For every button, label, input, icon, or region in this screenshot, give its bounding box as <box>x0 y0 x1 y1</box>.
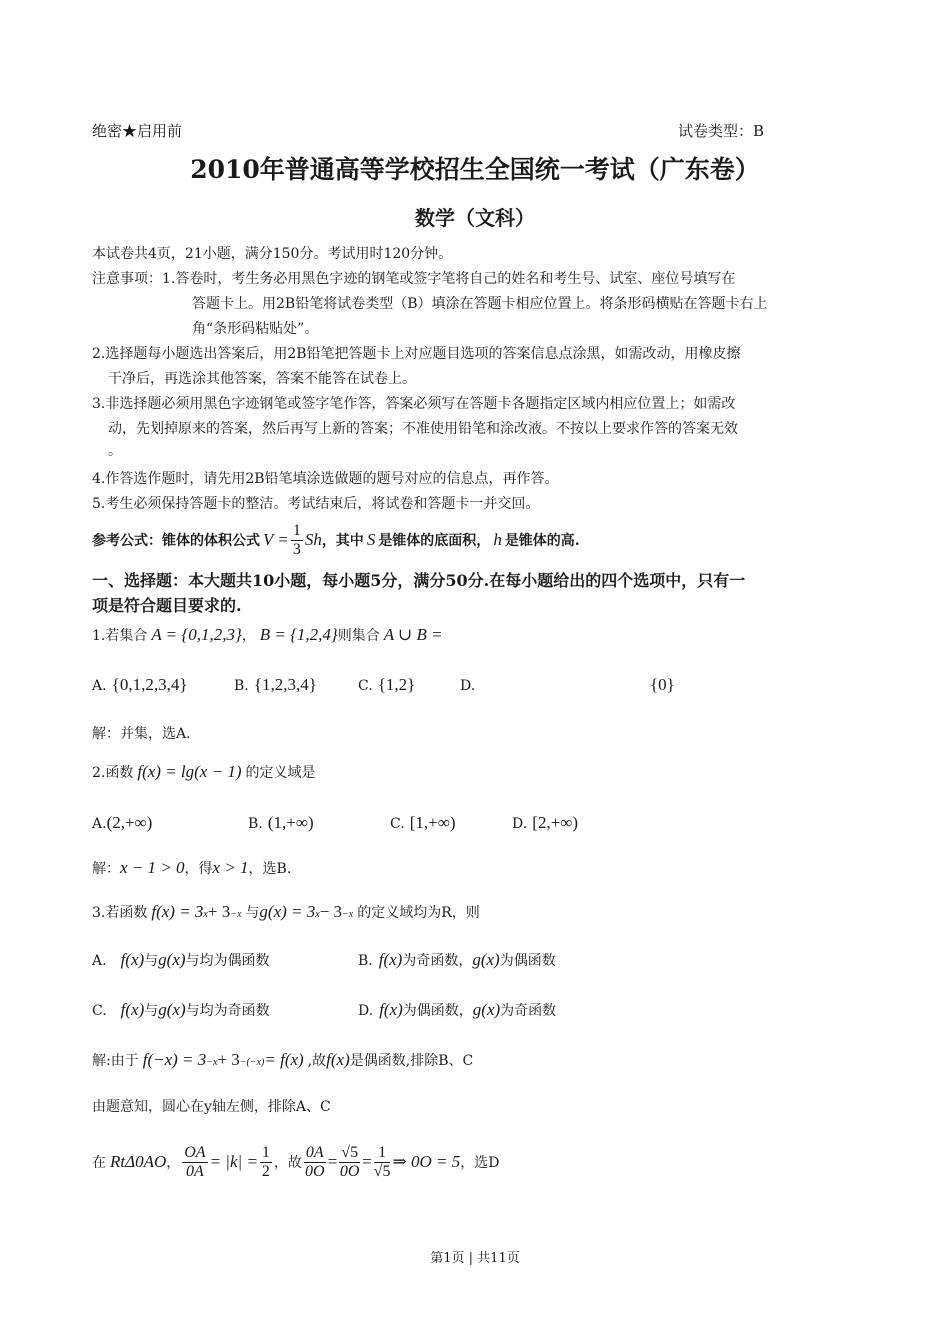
extra-fraction-1 <box>182 1145 207 1180</box>
formula-mid-2: 是锥体的底面积， <box>378 533 491 549</box>
q2-option-c <box>390 813 456 833</box>
q1-option-b-label: B. <box>234 678 249 694</box>
q1-stem-text-2: 则集合 <box>337 628 380 644</box>
q2-option-a-label: A. <box>92 816 107 832</box>
q3-solution-text-2: 是偶函数,排除B、C <box>349 1053 474 1069</box>
q3-option-d-text: 为偶函数， <box>402 1003 473 1019</box>
q1-option-c-label: C. <box>358 678 373 694</box>
q3-f-plus: + 3 <box>207 902 231 921</box>
exam-title: 2010年普通高等学校招生全国统一考试（广东卷） <box>190 155 760 184</box>
q1-set-a: A = {0,1,2,3} <box>151 625 242 644</box>
q3-solution-exp-2: −(−x) <box>239 1057 265 1068</box>
q2-option-b-value: (1,+∞) <box>267 813 314 832</box>
q1-stem-text: 1.若集合 <box>92 628 148 644</box>
intro-text: 本试卷共4页，21小题，满分150分。考试用时120分钟。 <box>92 246 453 262</box>
extra-implies: ⇒ 0O = 5 <box>392 1152 461 1171</box>
q1-comma: ， <box>241 628 256 644</box>
q3-option-a <box>92 950 270 970</box>
q2-stem-text: 2.函数 <box>92 765 134 781</box>
q3-option-a-f: f(x) <box>120 950 145 969</box>
q1-option-c <box>358 675 415 695</box>
q1-union: A ∪ B = <box>383 625 443 644</box>
formula-denominator: 3 <box>292 540 301 558</box>
q3-option-b-g: g(x) <box>472 950 500 969</box>
q3-solution-f2: f(x) <box>326 1050 350 1069</box>
q2-option-d-label: D. <box>512 816 528 832</box>
extra-comma: ， <box>166 1155 181 1171</box>
extra-fraction-4 <box>339 1145 360 1180</box>
q3-option-b-text: 为奇函数， <box>402 953 473 969</box>
q2-option-c-value: [1,+∞) <box>409 813 456 832</box>
q3-option-d-g: g(x) <box>472 1000 501 1019</box>
q3-stem-text-2: 的定义域均为R，则 <box>357 905 480 921</box>
q3-solution-prefix: 解:由于 <box>92 1053 139 1069</box>
reference-formula <box>92 515 580 565</box>
formula-fraction <box>291 523 303 558</box>
extra-fraction-3 <box>304 1145 326 1180</box>
extra-eq-2: = <box>362 1152 372 1171</box>
q3-option-b-f: f(x) <box>378 950 403 969</box>
q3-g-exp-1: x <box>315 909 320 920</box>
q2-function: f(x) = lg(x − 1) <box>137 762 242 781</box>
q3-option-b <box>358 950 556 970</box>
q1-option-a-label: A. <box>92 678 107 694</box>
section-1-line-2: 项是符合题目要求的. <box>92 596 242 615</box>
extra-line-2 <box>92 1136 499 1188</box>
q2-option-a <box>92 813 152 833</box>
q3-option-d-label: D. <box>358 1003 374 1019</box>
q3-f-exp-1: x <box>203 909 208 920</box>
extra-fraction-5 <box>374 1145 391 1180</box>
q1-option-d-value: {0} <box>650 675 675 694</box>
q1-option-b <box>234 675 317 695</box>
q2-solution-choice: ，选B. <box>248 861 292 877</box>
q2-solution-prefix: 解： <box>92 861 120 877</box>
q2-option-d <box>512 813 578 833</box>
q1-option-b-value: {1,2,3,4} <box>253 675 317 694</box>
q3-solution <box>92 1050 473 1070</box>
q3-g-minus: − 3 <box>319 902 343 921</box>
q2-solution-text: ，得 <box>184 861 213 877</box>
q3-g-exp-2: −x <box>342 909 354 920</box>
q1-option-c-value: {1,2} <box>377 675 416 694</box>
q2-option-b-label: B. <box>248 816 263 832</box>
q3-f-exp-2: −x <box>230 909 242 920</box>
extra-fraction-2 <box>260 1145 272 1180</box>
note-5: 5.考生必须保持答题卡的整洁。考试结束后，将试卷和答题卡一并交回。 <box>92 496 540 512</box>
q3-stem-text: 3.若函数 <box>92 905 148 921</box>
question-1-stem <box>92 625 443 645</box>
note-3-line-2: 动，先划掉原来的答案，然后再写上新的答案；不准使用铅笔和涂改液。不按以上要求作答的答案无效 <box>108 421 738 437</box>
q2-option-a-value: (2,+∞) <box>106 813 153 832</box>
q2-solution-result: x > 1 <box>212 858 249 877</box>
extra-rt-triangle: RtΔ0AO <box>110 1152 167 1171</box>
q3-option-d-f: f(x) <box>379 1000 403 1019</box>
paper-type-label: 试卷类型：B <box>678 122 765 140</box>
page-footer: 第1页 | 共11页 <box>430 1251 520 1266</box>
q3-option-b-text-2: 为偶函数 <box>499 953 556 969</box>
q3-f-def: f(x) = 3 <box>151 902 204 921</box>
extra-fraction-5-den: √5 <box>373 1162 391 1180</box>
q1-option-a <box>92 675 187 695</box>
q1-option-a-value: {0,1,2,3,4} <box>111 675 188 694</box>
q3-option-a-label: A. <box>92 953 107 969</box>
formula-v: V = <box>263 530 289 549</box>
extra-fraction-4-num: √5 <box>341 1143 359 1161</box>
formula-s: S <box>366 530 376 549</box>
q3-option-c-text-2: 与均为奇函数 <box>185 1003 270 1019</box>
extra-abs-k: = |k| = <box>209 1152 258 1171</box>
q3-option-c-text: 与 <box>144 1003 159 1019</box>
q1-set-b: B = {1,2,4} <box>259 625 338 644</box>
extra-fraction-3-num: 0A <box>305 1143 324 1161</box>
exam-subtitle: 数学（文科） <box>415 206 535 230</box>
q1-solution: 解：并集，选A. <box>92 726 191 742</box>
note-1-line-1: 注意事项：1.答卷时，考生务必用黑色字迹的钢笔或签字笔将自己的姓名和考生号、试室、座位号填写在 <box>92 271 736 287</box>
q3-option-b-label: B. <box>358 953 373 969</box>
extra-fraction-1-den: 0A <box>186 1162 204 1180</box>
formula-numerator: 1 <box>292 521 301 539</box>
section-1-line-1: 一、选择题：本大题共10小题，每小题5分，满分50分.在每小题给出的四个选项中，只有一 <box>92 571 746 590</box>
note-3-line-3: 。 <box>108 443 122 459</box>
extra-eq: = <box>327 1152 338 1171</box>
q2-solution-inequality: x − 1 > 0 <box>120 858 185 877</box>
extra-fraction-5-num: 1 <box>374 1145 391 1163</box>
extra-gu: ，故 <box>273 1155 302 1171</box>
note-2-line-1: 2.选择题每小题选出答案后，用2B铅笔把答题卡上对应题目选项的答案信息点涂黑，如需改动，用橡皮擦 <box>92 346 741 362</box>
extra-fraction-2-num: 1 <box>261 1143 270 1161</box>
q3-stem-and: 与 <box>245 905 260 921</box>
extra-fraction-2-den: 2 <box>261 1162 270 1180</box>
q2-option-b <box>248 813 314 833</box>
q3-option-a-text-2: 与均为偶函数 <box>185 953 270 969</box>
q2-option-c-label: C. <box>390 816 405 832</box>
question-3-stem <box>92 902 480 922</box>
q3-option-c-g: g(x) <box>158 1000 186 1019</box>
extra-fraction-4-den: 0O <box>339 1162 360 1180</box>
q3-g-def: g(x) = 3 <box>259 902 316 921</box>
note-1-line-2: 答题卡上。用2B铅笔将试卷类型（B）填涂在答题卡相应位置上。将条形码横贴在答题卡右上 <box>192 296 768 312</box>
q3-option-d <box>358 1000 556 1020</box>
formula-prefix: 参考公式：锥体的体积公式 <box>92 533 260 549</box>
question-2-stem <box>92 762 315 782</box>
note-1-line-3: 角“条形码粘贴处”。 <box>192 321 319 337</box>
q3-solution-exp-1: −x <box>206 1057 218 1068</box>
q3-option-c <box>92 1000 270 1020</box>
q1-option-d-label: D. <box>460 678 476 694</box>
extra-rt-prefix: 在 <box>92 1155 106 1171</box>
q3-option-c-label: C. <box>92 1003 107 1019</box>
formula-mid-1: ，其中 <box>321 533 364 549</box>
q3-solution-plus: + 3 <box>217 1050 240 1069</box>
q3-option-a-g: g(x) <box>158 950 186 969</box>
q3-option-c-f: f(x) <box>120 1000 145 1019</box>
extra-line-1: 由题意知，圆心在y轴左侧，排除A、C <box>92 1099 331 1115</box>
q3-option-d-text-2: 为奇函数 <box>500 1003 557 1019</box>
secret-label: 绝密★启用前 <box>92 122 183 140</box>
q3-solution-f: f(−x) = 3 <box>142 1050 207 1069</box>
q2-option-d-value: [2,+∞) <box>532 813 579 832</box>
q2-stem-text-2: 的定义域是 <box>245 765 316 781</box>
formula-sh: Sh <box>304 530 322 549</box>
formula-suffix: 是锥体的高. <box>504 533 580 549</box>
extra-end: ，选D <box>460 1155 500 1171</box>
q3-solution-eq: = f(x) <box>264 1050 304 1069</box>
note-2-line-2: 干净后，再选涂其他答案，答案不能答在试卷上。 <box>108 371 416 387</box>
note-3-line-1: 3.非选择题必须用黑色字迹钢笔或签字笔作答，答案必须写在答题卡各题指定区域内相应位置上；如需改 <box>92 396 736 412</box>
note-4: 4.作答选作题时，请先用2B铅笔填涂选做题的题号对应的信息点，再作答。 <box>92 471 559 487</box>
extra-fraction-3-den: 0O <box>305 1162 325 1180</box>
q3-option-a-text: 与 <box>144 953 159 969</box>
extra-fraction-1-num: OA <box>184 1143 206 1161</box>
formula-h: h <box>493 530 502 549</box>
q2-solution <box>92 858 291 878</box>
q3-solution-text: ,故 <box>307 1053 327 1069</box>
